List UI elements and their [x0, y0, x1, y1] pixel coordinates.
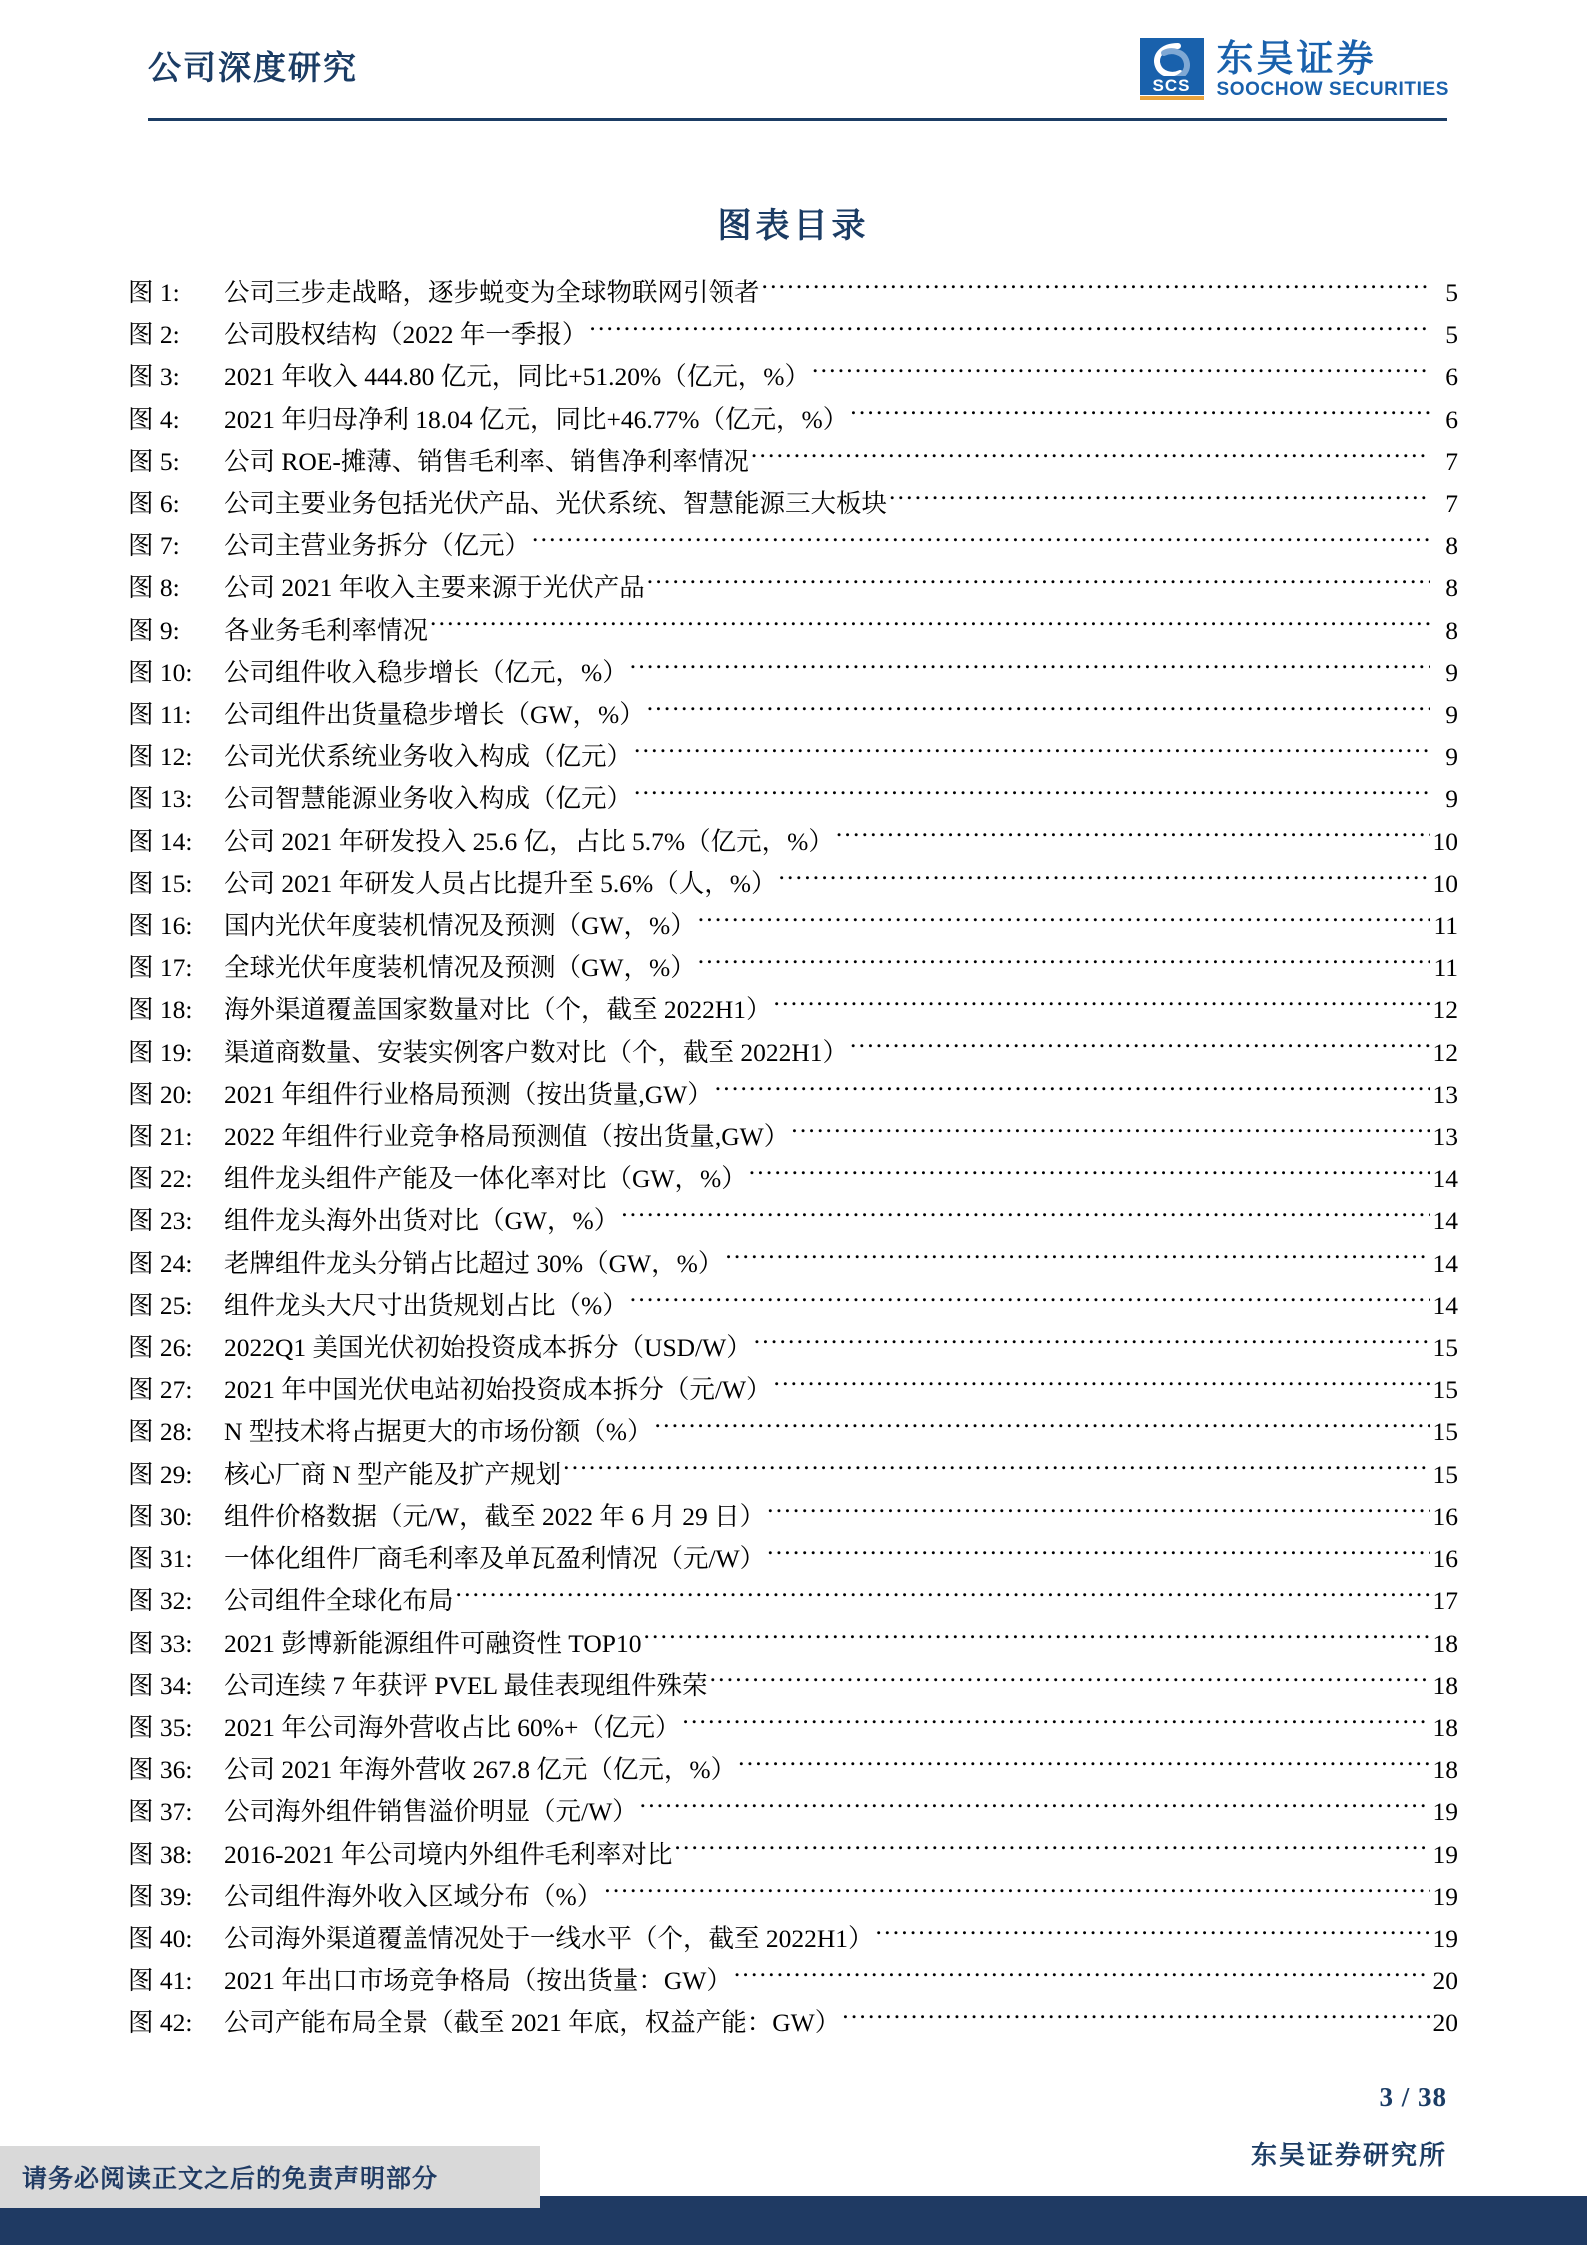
toc-entry-label: 公司组件海外收入区域分布（%）: [224, 1881, 603, 1911]
toc-entry-label: 海外渠道覆盖国家数量对比（个，截至 2022H1）: [224, 995, 772, 1025]
toc-entry-label: 公司主营业务拆分（亿元）: [224, 531, 531, 561]
toc-entry-page: 10: [1432, 826, 1458, 856]
toc-entry-page: 13: [1432, 1079, 1458, 1109]
toc-entry-page: 6: [1445, 362, 1458, 392]
toc-entry-number: 图 9:: [128, 615, 180, 645]
toc-entry-page: 15: [1432, 1459, 1458, 1489]
toc-entry[interactable]: [128, 694, 1458, 736]
toc-entry-number: 图 6:: [128, 489, 180, 519]
brand-name-en: SOOCHOW SECURITIES: [1216, 79, 1449, 100]
toc-entry-number: 图 14:: [128, 826, 193, 856]
toc-entry-page: 16: [1432, 1501, 1458, 1531]
toc-entry-leader: [563, 1457, 1430, 1483]
toc-entry-number: 图 40:: [128, 1923, 193, 1953]
toc-entry[interactable]: [128, 1834, 1458, 1876]
toc-entry-page: 19: [1432, 1797, 1458, 1827]
toc-entry-leader: [655, 1415, 1430, 1441]
toc-entry-number: 图 35:: [128, 1712, 193, 1742]
toc-entry-leader: [774, 1373, 1430, 1399]
toc-entry-number: 图 1:: [128, 278, 180, 307]
toc-entry-page: 19: [1432, 1923, 1458, 1953]
toc-entry-label: 公司连续 7 年获评 PVEL 最佳表现组件殊荣: [224, 1670, 708, 1700]
toc-entry-page: 13: [1432, 1122, 1458, 1152]
toc-entry-number: 图 30:: [128, 1501, 193, 1531]
toc-entry-leader: [767, 1542, 1430, 1568]
toc-entry-leader: [621, 1204, 1430, 1230]
toc-entry-leader: [734, 1964, 1430, 1990]
page-header-title: 公司深度研究: [148, 51, 358, 87]
toc-entry-leader: [850, 1035, 1430, 1061]
toc-entry[interactable]: [128, 1749, 1458, 1791]
toc-entry-label: 公司 2021 年研发投入 25.6 亿，占比 5.7%（亿元，%）: [224, 826, 834, 856]
toc-entry-number: 图 25:: [128, 1290, 193, 1320]
toc-entry[interactable]: [128, 736, 1458, 778]
toc-entry-number: 图 3:: [128, 362, 180, 392]
toc-entry-number: 图 29:: [128, 1459, 193, 1489]
toc-entry-label: 公司股权结构（2022 年一季报）: [224, 320, 588, 350]
toc-entry-leader: [725, 1246, 1430, 1272]
toc-entry-page: 16: [1432, 1544, 1458, 1574]
toc-entry-label: 2021 年出口市场竞争格局（按出货量：GW）: [224, 1966, 732, 1996]
toc-entry-leader: [643, 1626, 1430, 1652]
toc-entry[interactable]: [128, 1200, 1458, 1242]
toc-entry[interactable]: [128, 567, 1458, 609]
toc-entry-leader: [738, 1753, 1430, 1779]
toc-entry-label: 公司 2021 年海外营收 267.8 亿元（亿元，%）: [224, 1755, 737, 1785]
toc-entry-page: 6: [1445, 404, 1458, 434]
toc-entry-label: 公司 ROE-摊薄、销售毛利率、销售净利率情况: [224, 446, 749, 476]
toc-entry-page: 7: [1445, 489, 1458, 519]
toc-entry-number: 图 37:: [128, 1797, 193, 1827]
toc-entry[interactable]: [128, 2002, 1458, 2044]
toc-entry-page: 18: [1432, 1755, 1458, 1785]
footer-page-indicator: 3 / 38: [1379, 2082, 1447, 2112]
toc-entry[interactable]: [128, 1791, 1458, 1833]
toc-entry-page: 18: [1432, 1670, 1458, 1700]
toc-entry-label: 2021 彭博新能源组件可融资性 TOP10: [224, 1628, 642, 1658]
toc-entry[interactable]: [128, 1918, 1458, 1960]
toc-entry[interactable]: [128, 483, 1458, 525]
toc-entry[interactable]: [128, 1116, 1458, 1158]
toc-entry-leader: [456, 1584, 1430, 1610]
toc-entry-label: 公司产能布局全景（截至 2021 年底，权益产能：GW）: [224, 2008, 841, 2038]
toc-entry-leader: [674, 1837, 1430, 1863]
toc-entry-page: 20: [1432, 2008, 1458, 2038]
toc-entry[interactable]: [128, 1327, 1458, 1369]
toc-entry-label: 一体化组件厂商毛利率及单瓦盈利情况（元/W）: [224, 1544, 766, 1574]
toc-entry-number: 图 22:: [128, 1164, 193, 1194]
toc-entry[interactable]: [128, 1032, 1458, 1074]
toc-entry-number: 图 38:: [128, 1839, 193, 1869]
toc-entry-leader: [710, 1668, 1430, 1694]
toc-entry-label: 2022Q1 美国光伏初始投资成本拆分（USD/W）: [224, 1333, 752, 1363]
toc-entry-leader: [778, 866, 1430, 892]
toc-entry-leader: [767, 1499, 1430, 1525]
toc-entry[interactable]: [128, 947, 1458, 989]
header-divider: [148, 118, 1447, 121]
toc-entry-label: N 型技术将占据更大的市场份额（%）: [224, 1417, 653, 1447]
toc-entry-leader: [634, 740, 1430, 766]
toc-entry-leader: [774, 993, 1430, 1019]
toc-entry-leader: [812, 360, 1430, 386]
toc-entry-leader: [762, 276, 1430, 302]
toc-entry[interactable]: [128, 905, 1458, 947]
toc-entry-leader: [430, 613, 1430, 639]
brand-name-cn: 东吴证券: [1216, 38, 1377, 79]
toc-entry-number: 图 31:: [128, 1544, 193, 1574]
toc-entry[interactable]: [128, 863, 1458, 905]
brand-logo: [1140, 33, 1449, 107]
toc-entry[interactable]: [128, 356, 1458, 398]
toc-entry-page: 17: [1432, 1586, 1458, 1616]
toc-entry-number: 图 39:: [128, 1881, 193, 1911]
toc-entry-label: 组件价格数据（元/W，截至 2022 年 6 月 29 日）: [224, 1501, 766, 1531]
toc-entry-number: 图 15:: [128, 868, 193, 898]
toc-entry-page: 9: [1445, 784, 1458, 814]
toc-entry-number: 图 23:: [128, 1206, 193, 1236]
toc-entry-leader: [715, 1077, 1430, 1103]
toc-entry-number: 图 28:: [128, 1417, 193, 1447]
toc-entry-number: 图 13:: [128, 784, 193, 814]
toc-entry-number: 图 24:: [128, 1248, 193, 1278]
toc-entry-leader: [647, 571, 1430, 597]
toc-entry-number: 图 34:: [128, 1670, 193, 1700]
toc-entry-number: 图 20:: [128, 1079, 193, 1109]
toc-entry-label: 各业务毛利率情况: [224, 615, 429, 645]
toc-entry[interactable]: [128, 399, 1458, 441]
toc-entry[interactable]: [128, 1285, 1458, 1327]
toc-entry-leader: [842, 2006, 1430, 2032]
toc-entry[interactable]: [128, 1074, 1458, 1116]
toc-entry-number: 图 27:: [128, 1375, 193, 1405]
toc-entry[interactable]: [128, 272, 1458, 314]
toc-entry-page: 11: [1433, 953, 1458, 983]
logo-scs-text: SCS: [1140, 76, 1204, 95]
toc-entry-page: 5: [1445, 320, 1458, 350]
toc-entry[interactable]: [128, 1411, 1458, 1453]
toc-entry-label: 2016-2021 年公司境内外组件毛利率对比: [224, 1839, 673, 1869]
toc-entry-leader: [791, 1120, 1430, 1146]
toc-entry-leader: [634, 782, 1430, 808]
toc-entry-label: 2021 年归母净利 18.04 亿元，同比+46.77%（亿元，%）: [224, 404, 849, 434]
toc-entry-leader: [751, 444, 1430, 470]
toc-entry-number: 图 12:: [128, 742, 193, 772]
toc-entry-label: 公司 2021 年研发人员占比提升至 5.6%（人，%）: [224, 868, 777, 898]
toc-entry-label: 组件龙头大尺寸出货规划占比（%）: [224, 1290, 628, 1320]
toc-entry-label: 公司 2021 年收入主要来源于光伏产品: [224, 573, 645, 603]
toc-entry-number: 图 26:: [128, 1333, 193, 1363]
toc-entry-leader: [889, 487, 1430, 513]
toc-entry-leader: [749, 1162, 1430, 1188]
toc-entry-page: 7: [1445, 446, 1458, 476]
toc-entry-label: 公司组件收入稳步增长（亿元，%）: [224, 657, 628, 687]
toc-entry-page: 14: [1432, 1206, 1458, 1236]
toc-entry-number: 图 21:: [128, 1122, 193, 1152]
toc-entry-page: 8: [1445, 573, 1458, 603]
toc-entry[interactable]: [128, 1960, 1458, 2002]
toc-entry-page: 14: [1432, 1248, 1458, 1278]
toc-entry[interactable]: [128, 1580, 1458, 1622]
toc-entry-number: 图 42:: [128, 2008, 193, 2038]
toc-entry-number: 图 8:: [128, 573, 180, 603]
toc-entry-leader: [754, 1331, 1430, 1357]
toc-entry[interactable]: [128, 989, 1458, 1031]
toc-entry-label: 公司组件出货量稳步增长（GW，%）: [224, 700, 645, 730]
toc-entry[interactable]: [128, 1454, 1458, 1496]
toc-entry-page: 19: [1432, 1839, 1458, 1869]
toc-entry-page: 15: [1432, 1417, 1458, 1447]
toc-entry-number: 图 36:: [128, 1755, 193, 1785]
toc-entry-label: 组件龙头海外出货对比（GW，%）: [224, 1206, 620, 1236]
toc-entry[interactable]: [128, 1243, 1458, 1285]
toc-entry-label: 公司智慧能源业务收入构成（亿元）: [224, 784, 633, 814]
toc-entry-label: 2022 年组件行业竞争格局预测值（按出货量,GW）: [224, 1122, 790, 1152]
toc-entry-leader: [589, 318, 1430, 344]
toc-entry-number: 图 17:: [128, 953, 193, 983]
logo-underbar: [1140, 96, 1204, 100]
toc-entry-page: 15: [1432, 1333, 1458, 1363]
toc-entry-leader: [836, 824, 1430, 850]
toc-entry-label: 老牌组件龙头分销占比超过 30%（GW，%）: [224, 1248, 724, 1278]
toc-entry-page: 8: [1445, 615, 1458, 645]
toc-entry-leader: [647, 698, 1430, 724]
footer-disclaimer: 请务必阅读正文之后的免责声明部分: [0, 2146, 540, 2208]
toc-entry-number: 图 11:: [128, 700, 192, 730]
toc-entry-page: 9: [1445, 742, 1458, 772]
toc-entry-number: 图 33:: [128, 1628, 193, 1658]
toc-heading: 图表目录: [717, 208, 870, 245]
toc-entry[interactable]: [128, 652, 1458, 694]
toc-entry[interactable]: [128, 314, 1458, 356]
toc-entry-label: 公司组件全球化布局: [224, 1586, 454, 1616]
toc-entry-page: 19: [1432, 1881, 1458, 1911]
toc-entry-leader: [682, 1710, 1430, 1736]
toc-entry-page: 14: [1432, 1164, 1458, 1194]
toc-entry-number: 图 41:: [128, 1966, 193, 1996]
toc-entry[interactable]: [128, 778, 1458, 820]
toc-entry-leader: [640, 1795, 1430, 1821]
toc-entry-label: 公司海外渠道覆盖情况处于一线水平（个，截至 2022H1）: [224, 1923, 874, 1953]
toc-entry[interactable]: [128, 525, 1458, 567]
toc-entry-label: 国内光伏年度装机情况及预测（GW，%）: [224, 911, 696, 941]
toc-entry[interactable]: [128, 1665, 1458, 1707]
toc-entry-page: 5: [1445, 278, 1458, 307]
toc-entry[interactable]: [128, 441, 1458, 483]
toc-entry-leader: [698, 909, 1430, 935]
toc-entry-number: 图 2:: [128, 320, 180, 350]
toc-entry-label: 核心厂商 N 型产能及扩产规划: [224, 1459, 562, 1489]
toc-entry-leader: [532, 529, 1430, 555]
toc-entry-page: 10: [1432, 868, 1458, 898]
toc-entry[interactable]: [128, 1538, 1458, 1580]
toc-entry-page: 9: [1445, 657, 1458, 687]
toc-entry-label: 公司主要业务包括光伏产品、光伏系统、智慧能源三大板块: [224, 489, 888, 519]
toc-entry[interactable]: [128, 821, 1458, 863]
toc-entry-number: 图 18:: [128, 995, 193, 1025]
toc-entry-page: 18: [1432, 1712, 1458, 1742]
toc-entry[interactable]: [128, 1876, 1458, 1918]
brand-text-block: [1217, 39, 1449, 101]
toc-entry-number: 图 10:: [128, 657, 193, 687]
toc-entry-label: 2021 年中国光伏电站初始投资成本拆分（元/W）: [224, 1375, 772, 1405]
toc-entry-page: 9: [1445, 700, 1458, 730]
toc-entry-page: 20: [1432, 1966, 1458, 1996]
toc-entry-page: 12: [1432, 1037, 1458, 1067]
page-header: [0, 0, 1587, 118]
toc-entry[interactable]: [128, 1158, 1458, 1200]
toc-entry-number: 图 16:: [128, 911, 193, 941]
toc-entry-leader: [850, 402, 1430, 428]
toc-entry[interactable]: [128, 1623, 1458, 1665]
toc-entry-leader: [630, 655, 1430, 681]
toc-entry[interactable]: [128, 1496, 1458, 1538]
soochow-scs-logo-icon: [1140, 38, 1204, 102]
toc-entry[interactable]: [128, 1707, 1458, 1749]
toc-entry-label: 组件龙头组件产能及一体化率对比（GW，%）: [224, 1164, 747, 1194]
toc-entry-page: 8: [1445, 531, 1458, 561]
toc-entry-label: 2021 年组件行业格局预测（按出货量,GW）: [224, 1079, 713, 1109]
toc-entry-page: 15: [1432, 1375, 1458, 1405]
toc-entry-leader: [630, 1288, 1430, 1314]
toc-entry-label: 公司光伏系统业务收入构成（亿元）: [224, 742, 633, 772]
toc-list: [128, 272, 1458, 2045]
toc-entry-leader: [604, 1879, 1430, 1905]
toc-entry-number: 图 32:: [128, 1586, 193, 1616]
toc-entry-number: 图 19:: [128, 1037, 193, 1067]
toc-entry-leader: [698, 951, 1430, 977]
toc-entry-page: 11: [1433, 911, 1458, 941]
toc-entry-label: 渠道商数量、安装实例客户数对比（个，截至 2022H1）: [224, 1037, 849, 1067]
toc-entry-label: 2021 年公司海外营收占比 60%+（亿元）: [224, 1712, 681, 1742]
toc-entry-label: 公司三步走战略，逐步蜕变为全球物联网引领者: [224, 278, 760, 307]
footer-institute: 东吴证券研究所: [1250, 2141, 1447, 2170]
toc-entry-number: 图 4:: [128, 404, 180, 434]
toc-entry[interactable]: [128, 1369, 1458, 1411]
toc-entry-page: 18: [1432, 1628, 1458, 1658]
toc-entry-label: 全球光伏年度装机情况及预测（GW，%）: [224, 953, 696, 983]
toc-entry-label: 公司海外组件销售溢价明显（元/W）: [224, 1797, 638, 1827]
toc-entry-page: 12: [1432, 995, 1458, 1025]
toc-entry[interactable]: [128, 610, 1458, 652]
toc-entry-number: 图 7:: [128, 531, 180, 561]
toc-entry-label: 2021 年收入 444.80 亿元，同比+51.20%（亿元，%）: [224, 362, 810, 392]
toc-entry-page: 14: [1432, 1290, 1458, 1320]
toc-entry-leader: [876, 1921, 1430, 1947]
toc-entry-number: 图 5:: [128, 446, 180, 476]
